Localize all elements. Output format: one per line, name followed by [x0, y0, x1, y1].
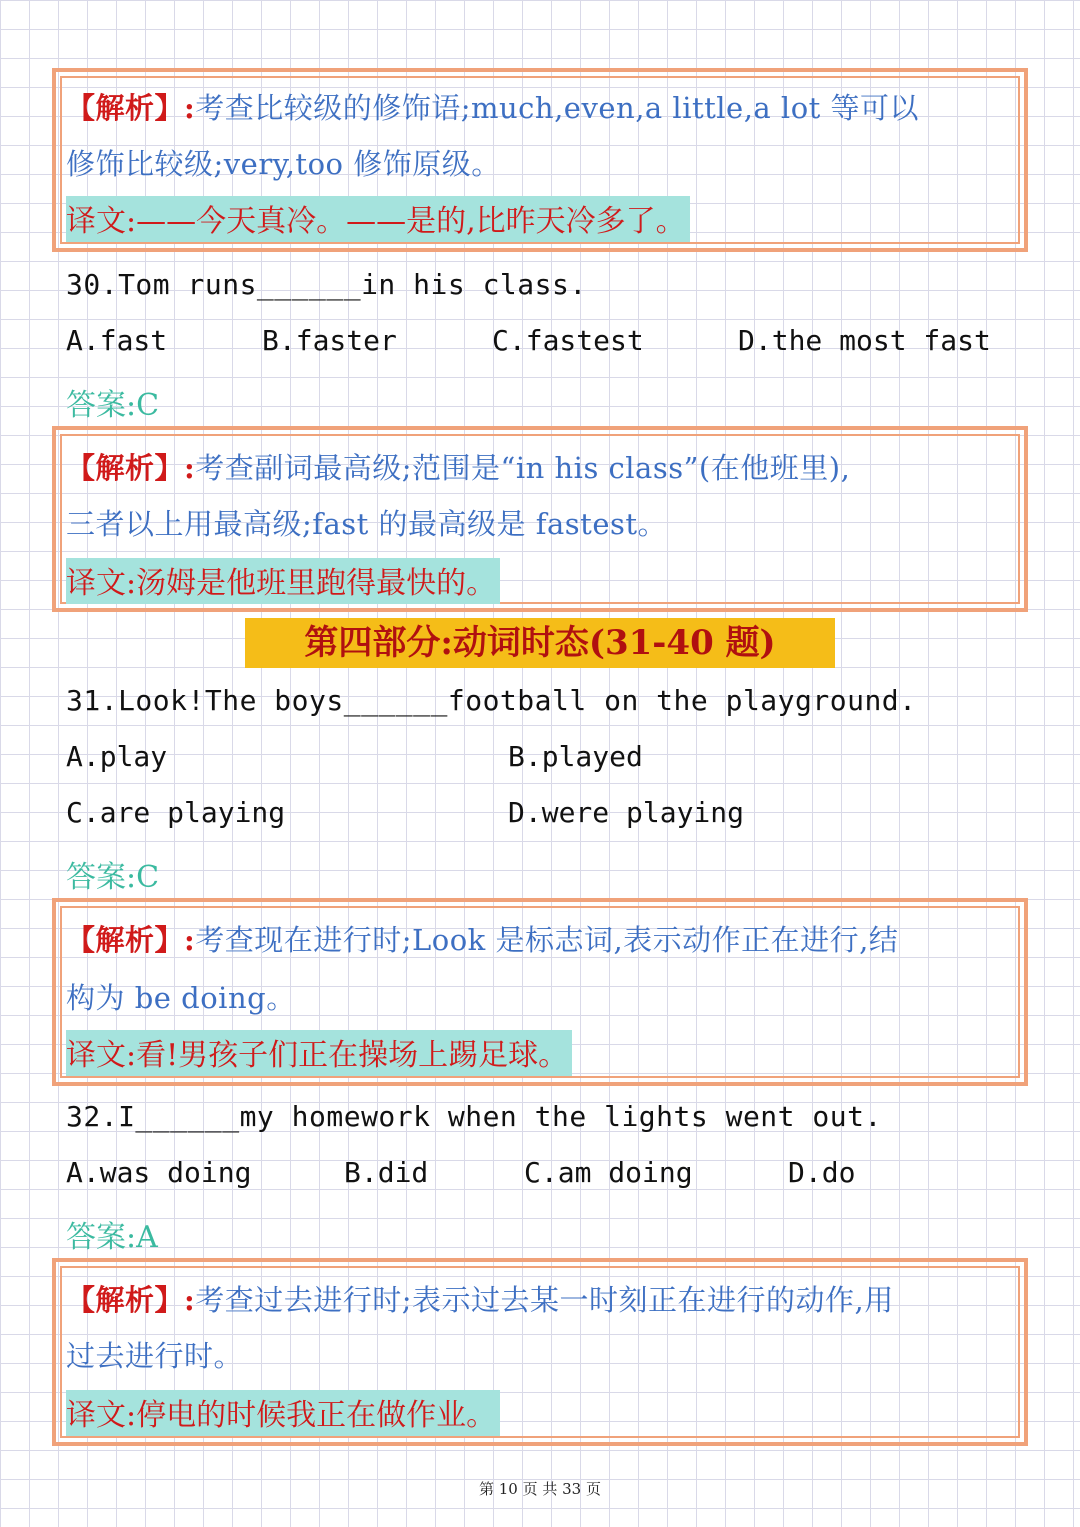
question-text: 32.I______my homework when the lights went out.: [66, 1100, 882, 1133]
analysis-line: [66, 918, 898, 959]
analysis-tag: 【解析】:: [66, 451, 196, 485]
option-c: C.are playing: [66, 796, 286, 829]
option-b: B.played: [508, 740, 643, 773]
answer: 答案:C: [66, 388, 160, 423]
option-b: B.faster: [262, 324, 397, 357]
page-footer: 第 10 页 共 33 页: [478, 1480, 601, 1498]
translation: 译文:——今天真冷。——是的,比昨天冷多了。: [66, 196, 690, 242]
analysis-line: 修饰比较级;very,too 修饰原级。: [66, 147, 501, 181]
option-c: C.fastest: [492, 324, 644, 357]
option-a: A.was doing: [66, 1156, 252, 1189]
option-d: D.do: [788, 1156, 856, 1189]
analysis-line: 构为 be doing。: [66, 981, 296, 1015]
question-text: 31.Look!The boys______football on the playground.: [66, 684, 917, 717]
answer: 答案:A: [66, 1220, 158, 1255]
option-a: A.play: [66, 740, 168, 773]
analysis-line: [66, 446, 850, 487]
analysis-line: 三者以上用最高级;fast 的最高级是 fastest。: [66, 507, 668, 541]
analysis-tag: 【解析】:: [66, 923, 196, 957]
answer: 答案:C: [66, 860, 160, 895]
option-d: D.were playing: [508, 796, 745, 829]
analysis-tag: 【解析】:: [66, 91, 196, 125]
analysis-text: 考查现在进行时;Look 是标志词,表示动作正在进行,结: [195, 923, 899, 957]
option-c: C.am doing: [524, 1156, 693, 1189]
analysis-tag: 【解析】:: [66, 1283, 196, 1317]
option-d: D.the most fast: [738, 324, 991, 357]
option-a: A.fast: [66, 324, 168, 357]
analysis-text: 考查副词最高级;范围是“in his class”(在他班里),: [195, 451, 851, 485]
section-title: 第四部分:动词时态(31-40 题): [245, 618, 835, 668]
analysis-text: 考查比较级的修饰语;much,even,a little,a lot 等可以: [195, 91, 920, 125]
analysis-line: [66, 1278, 894, 1319]
translation: 译文:看!男孩子们正在操场上踢足球。: [66, 1030, 572, 1076]
analysis-line: 过去进行时。: [66, 1339, 244, 1373]
translation: 译文:汤姆是他班里跑得最快的。: [66, 558, 500, 604]
analysis-line: [66, 86, 919, 127]
analysis-text: 考查过去进行时;表示过去某一时刻正在进行的动作,用: [195, 1283, 894, 1317]
question-text: 30.Tom runs______in his class.: [66, 268, 587, 301]
option-b: B.did: [344, 1156, 429, 1189]
translation: 译文:停电的时候我正在做作业。: [66, 1390, 500, 1436]
